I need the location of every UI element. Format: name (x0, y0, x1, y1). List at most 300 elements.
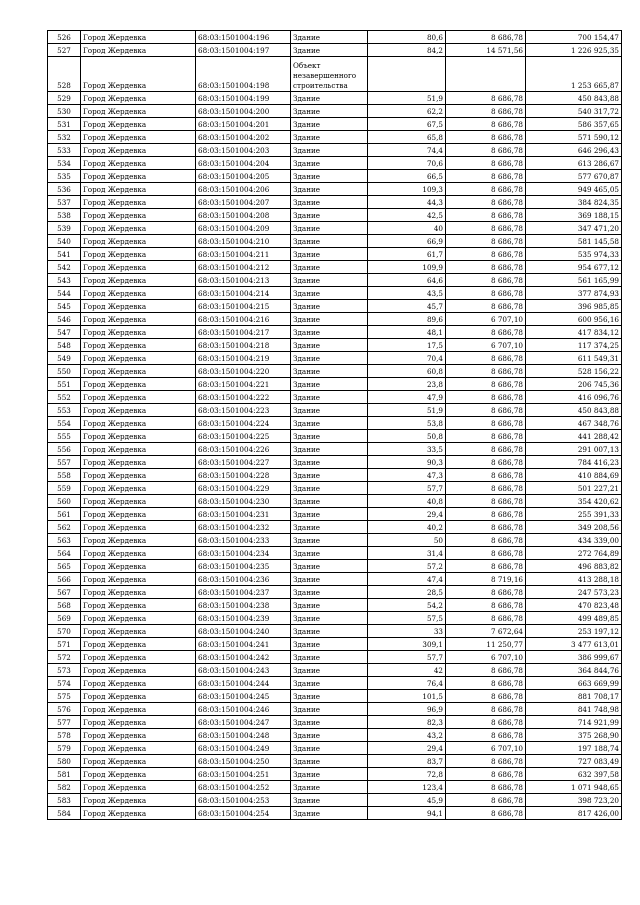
cadastral-number-cell: 68:03:1501004:203 (196, 144, 291, 157)
unit-cadastral-value-cell: 8 686,78 (446, 209, 526, 222)
object-type-cell: Здание (291, 391, 368, 404)
area-cell: 47,3 (368, 469, 446, 482)
area-cell: 123,4 (368, 781, 446, 794)
unit-cadastral-value-cell: 8 686,78 (446, 703, 526, 716)
area-cell: 42,5 (368, 209, 446, 222)
row-number-cell: 546 (48, 313, 81, 326)
cadastral-value-cell: 3 477 613,01 (526, 638, 622, 651)
row-number-cell: 539 (48, 222, 81, 235)
cadastral-number-cell: 68:03:1501004:246 (196, 703, 291, 716)
unit-cadastral-value-cell: 8 686,78 (446, 599, 526, 612)
row-number-cell: 562 (48, 521, 81, 534)
row-number-cell: 563 (48, 534, 81, 547)
cadastral-value-cell: 540 317,72 (526, 105, 622, 118)
unit-cadastral-value-cell: 8 686,78 (446, 235, 526, 248)
object-type-cell: Здание (291, 196, 368, 209)
cadastral-number-cell: 68:03:1501004:243 (196, 664, 291, 677)
locality-cell: Город Жердевка (81, 222, 196, 235)
area-cell: 80,6 (368, 31, 446, 44)
locality-cell: Город Жердевка (81, 573, 196, 586)
cadastral-number-cell: 68:03:1501004:202 (196, 131, 291, 144)
cadastral-number-cell: 68:03:1501004:196 (196, 31, 291, 44)
unit-cadastral-value-cell: 6 707,10 (446, 651, 526, 664)
unit-cadastral-value-cell: 8 686,78 (446, 443, 526, 456)
area-cell: 51,9 (368, 92, 446, 105)
object-type-cell: Здание (291, 534, 368, 547)
table-row (48, 248, 622, 261)
area-cell: 309,1 (368, 638, 446, 651)
row-number-cell: 549 (48, 352, 81, 365)
cadastral-value-cell: 253 197,12 (526, 625, 622, 638)
area-cell: 101,5 (368, 690, 446, 703)
table-row (48, 482, 622, 495)
unit-cadastral-value-cell: 6 707,10 (446, 742, 526, 755)
cadastral-number-cell: 68:03:1501004:210 (196, 235, 291, 248)
table-row (48, 183, 622, 196)
locality-cell: Город Жердевка (81, 534, 196, 547)
table-row (48, 313, 622, 326)
object-type-cell: Здание (291, 235, 368, 248)
table-row (48, 625, 622, 638)
cadastral-number-cell: 68:03:1501004:206 (196, 183, 291, 196)
object-type-cell: Здание (291, 352, 368, 365)
area-cell: 74,4 (368, 144, 446, 157)
table-row (48, 391, 622, 404)
row-number-cell: 569 (48, 612, 81, 625)
unit-cadastral-value-cell: 8 686,78 (446, 612, 526, 625)
unit-cadastral-value-cell: 6 707,10 (446, 339, 526, 352)
locality-cell: Город Жердевка (81, 703, 196, 716)
object-type-cell: Здание (291, 300, 368, 313)
table-row (48, 456, 622, 469)
locality-cell: Город Жердевка (81, 690, 196, 703)
cadastral-number-cell: 68:03:1501004:247 (196, 716, 291, 729)
area-cell: 54,2 (368, 599, 446, 612)
table-row (48, 664, 622, 677)
row-number-cell: 572 (48, 651, 81, 664)
object-type-cell: Здание (291, 378, 368, 391)
unit-cadastral-value-cell: 8 686,78 (446, 118, 526, 131)
table-row (48, 196, 622, 209)
row-number-cell: 551 (48, 378, 81, 391)
cadastral-number-cell: 68:03:1501004:235 (196, 560, 291, 573)
table-row (48, 404, 622, 417)
area-cell: 65,8 (368, 131, 446, 144)
table-row (48, 755, 622, 768)
area-cell: 47,4 (368, 573, 446, 586)
cadastral-number-cell: 68:03:1501004:242 (196, 651, 291, 664)
table-row (48, 651, 622, 664)
cadastral-value-cell: 384 824,35 (526, 196, 622, 209)
object-type-cell: Здание (291, 625, 368, 638)
unit-cadastral-value-cell: 8 686,78 (446, 404, 526, 417)
area-cell: 67,5 (368, 118, 446, 131)
row-number-cell: 531 (48, 118, 81, 131)
cadastral-number-cell: 68:03:1501004:238 (196, 599, 291, 612)
table-row (48, 560, 622, 573)
area-cell: 96,9 (368, 703, 446, 716)
locality-cell: Город Жердевка (81, 612, 196, 625)
object-type-cell: Здание (291, 131, 368, 144)
area-cell: 29,4 (368, 742, 446, 755)
object-type-cell: Здание (291, 339, 368, 352)
row-number-cell: 570 (48, 625, 81, 638)
table-body (48, 31, 622, 820)
cadastral-number-cell: 68:03:1501004:218 (196, 339, 291, 352)
unit-cadastral-value-cell: 8 686,78 (446, 157, 526, 170)
unit-cadastral-value-cell: 8 686,78 (446, 196, 526, 209)
unit-cadastral-value-cell: 8 686,78 (446, 183, 526, 196)
unit-cadastral-value-cell: 8 686,78 (446, 105, 526, 118)
locality-cell: Город Жердевка (81, 638, 196, 651)
object-type-cell: Здание (291, 716, 368, 729)
locality-cell: Город Жердевка (81, 651, 196, 664)
row-number-cell: 576 (48, 703, 81, 716)
row-number-cell: 573 (48, 664, 81, 677)
cadastral-number-cell: 68:03:1501004:225 (196, 430, 291, 443)
table-row (48, 638, 622, 651)
cadastral-value-cell: 206 745,36 (526, 378, 622, 391)
locality-cell: Город Жердевка (81, 391, 196, 404)
table-row (48, 573, 622, 586)
locality-cell: Город Жердевка (81, 57, 196, 92)
object-type-cell: Здание (291, 768, 368, 781)
area-cell: 109,3 (368, 183, 446, 196)
cadastral-number-cell: 68:03:1501004:197 (196, 44, 291, 57)
object-type-cell: Здание (291, 729, 368, 742)
cadastral-number-cell: 68:03:1501004:223 (196, 404, 291, 417)
cadastral-value-cell: 1 253 665,87 (526, 57, 622, 92)
row-number-cell: 553 (48, 404, 81, 417)
unit-cadastral-value-cell: 8 686,78 (446, 326, 526, 339)
row-number-cell: 537 (48, 196, 81, 209)
cadastral-value-cell: 1 071 948,65 (526, 781, 622, 794)
cadastral-number-cell: 68:03:1501004:252 (196, 781, 291, 794)
row-number-cell: 529 (48, 92, 81, 105)
cadastral-value-cell: 291 007,13 (526, 443, 622, 456)
table-row (48, 365, 622, 378)
row-number-cell: 564 (48, 547, 81, 560)
locality-cell: Город Жердевка (81, 469, 196, 482)
area-cell: 70,6 (368, 157, 446, 170)
cadastral-value-cell: 881 708,17 (526, 690, 622, 703)
table-row (48, 326, 622, 339)
area-cell: 66,9 (368, 235, 446, 248)
row-number-cell: 584 (48, 807, 81, 820)
row-number-cell: 582 (48, 781, 81, 794)
unit-cadastral-value-cell: 8 686,78 (446, 131, 526, 144)
cadastral-number-cell: 68:03:1501004:250 (196, 755, 291, 768)
unit-cadastral-value-cell: 8 686,78 (446, 716, 526, 729)
table-row (48, 92, 622, 105)
locality-cell: Город Жердевка (81, 44, 196, 57)
unit-cadastral-value-cell: 8 719,16 (446, 573, 526, 586)
cadastral-value-cell: 632 397,58 (526, 768, 622, 781)
row-number-cell: 575 (48, 690, 81, 703)
unit-cadastral-value-cell: 8 686,78 (446, 677, 526, 690)
cadastral-number-cell: 68:03:1501004:231 (196, 508, 291, 521)
row-number-cell: 556 (48, 443, 81, 456)
locality-cell: Город Жердевка (81, 157, 196, 170)
locality-cell: Город Жердевка (81, 417, 196, 430)
object-type-cell: Здание (291, 326, 368, 339)
object-type-cell: Здание (291, 443, 368, 456)
cadastral-number-cell: 68:03:1501004:229 (196, 482, 291, 495)
cadastral-number-cell: 68:03:1501004:216 (196, 313, 291, 326)
cadastral-value-cell: 581 145,58 (526, 235, 622, 248)
row-number-cell: 580 (48, 755, 81, 768)
object-type-cell: Здание (291, 118, 368, 131)
locality-cell: Город Жердевка (81, 105, 196, 118)
cadastral-value-cell: 1 226 925,35 (526, 44, 622, 57)
row-number-cell: 568 (48, 599, 81, 612)
locality-cell: Город Жердевка (81, 781, 196, 794)
cadastral-number-cell: 68:03:1501004:199 (196, 92, 291, 105)
object-type-cell: Здание (291, 456, 368, 469)
locality-cell: Город Жердевка (81, 599, 196, 612)
cadastral-number-cell: 68:03:1501004:217 (196, 326, 291, 339)
locality-cell: Город Жердевка (81, 31, 196, 44)
cadastral-value-cell: 396 985,85 (526, 300, 622, 313)
table-row (48, 235, 622, 248)
cadastral-number-cell: 68:03:1501004:241 (196, 638, 291, 651)
row-number-cell: 577 (48, 716, 81, 729)
unit-cadastral-value-cell: 8 686,78 (446, 222, 526, 235)
locality-cell: Город Жердевка (81, 131, 196, 144)
cadastral-value-cell: 470 823,48 (526, 599, 622, 612)
unit-cadastral-value-cell: 8 686,78 (446, 690, 526, 703)
unit-cadastral-value-cell (446, 57, 526, 92)
table-row (48, 716, 622, 729)
object-type-cell: Здание (291, 547, 368, 560)
table-row (48, 261, 622, 274)
row-number-cell: 544 (48, 287, 81, 300)
cadastral-value-cell: 646 296,43 (526, 144, 622, 157)
area-cell: 66,5 (368, 170, 446, 183)
unit-cadastral-value-cell: 8 686,78 (446, 807, 526, 820)
table-row (48, 31, 622, 44)
locality-cell: Город Жердевка (81, 235, 196, 248)
row-number-cell: 555 (48, 430, 81, 443)
unit-cadastral-value-cell: 8 686,78 (446, 391, 526, 404)
row-number-cell: 528 (48, 57, 81, 92)
unit-cadastral-value-cell: 8 686,78 (446, 729, 526, 742)
cadastral-value-cell: 349 208,56 (526, 521, 622, 534)
locality-cell: Город Жердевка (81, 716, 196, 729)
area-cell: 40 (368, 222, 446, 235)
area-cell: 64,6 (368, 274, 446, 287)
cadastral-number-cell: 68:03:1501004:213 (196, 274, 291, 287)
object-type-cell: Здание (291, 521, 368, 534)
table-row (48, 534, 622, 547)
cadastral-number-cell: 68:03:1501004:224 (196, 417, 291, 430)
object-type-cell: Здание (291, 677, 368, 690)
cadastral-number-cell: 68:03:1501004:212 (196, 261, 291, 274)
unit-cadastral-value-cell: 8 686,78 (446, 378, 526, 391)
table-row (48, 781, 622, 794)
table-row (48, 599, 622, 612)
unit-cadastral-value-cell: 11 250,77 (446, 638, 526, 651)
cadastral-value-cell: 369 188,15 (526, 209, 622, 222)
locality-cell: Город Жердевка (81, 404, 196, 417)
cadastral-number-cell: 68:03:1501004:207 (196, 196, 291, 209)
cadastral-value-cell: 817 426,00 (526, 807, 622, 820)
cadastral-value-cell: 571 590,12 (526, 131, 622, 144)
area-cell: 57,7 (368, 482, 446, 495)
table-row (48, 677, 622, 690)
cadastral-value-cell: 377 874,93 (526, 287, 622, 300)
table-row (48, 703, 622, 716)
area-cell: 109,9 (368, 261, 446, 274)
cadastral-value-table (47, 30, 622, 820)
locality-cell: Город Жердевка (81, 92, 196, 105)
locality-cell: Город Жердевка (81, 508, 196, 521)
cadastral-value-cell: 528 156,22 (526, 365, 622, 378)
area-cell: 44,3 (368, 196, 446, 209)
object-type-cell: Объект незавершенного строительства (291, 57, 368, 92)
row-number-cell: 552 (48, 391, 81, 404)
row-number-cell: 534 (48, 157, 81, 170)
object-type-cell: Здание (291, 183, 368, 196)
object-type-cell: Здание (291, 599, 368, 612)
cadastral-value-cell: 434 339,00 (526, 534, 622, 547)
cadastral-value-cell: 416 096,76 (526, 391, 622, 404)
area-cell: 40,2 (368, 521, 446, 534)
object-type-cell: Здание (291, 755, 368, 768)
locality-cell: Город Жердевка (81, 183, 196, 196)
area-cell: 82,3 (368, 716, 446, 729)
locality-cell: Город Жердевка (81, 560, 196, 573)
cadastral-number-cell: 68:03:1501004:221 (196, 378, 291, 391)
area-cell: 17,5 (368, 339, 446, 352)
unit-cadastral-value-cell: 8 686,78 (446, 469, 526, 482)
unit-cadastral-value-cell: 8 686,78 (446, 365, 526, 378)
cadastral-number-cell: 68:03:1501004:249 (196, 742, 291, 755)
object-type-cell: Здание (291, 430, 368, 443)
row-number-cell: 533 (48, 144, 81, 157)
area-cell: 84,2 (368, 44, 446, 57)
cadastral-number-cell: 68:03:1501004:209 (196, 222, 291, 235)
row-number-cell: 543 (48, 274, 81, 287)
object-type-cell: Здание (291, 248, 368, 261)
cadastral-value-cell: 467 348,76 (526, 417, 622, 430)
cadastral-value-cell: 535 974,33 (526, 248, 622, 261)
object-type-cell: Здание (291, 404, 368, 417)
unit-cadastral-value-cell: 8 686,78 (446, 560, 526, 573)
cadastral-value-cell: 727 083,49 (526, 755, 622, 768)
cadastral-number-cell: 68:03:1501004:248 (196, 729, 291, 742)
row-number-cell: 578 (48, 729, 81, 742)
object-type-cell: Здание (291, 287, 368, 300)
object-type-cell: Здание (291, 586, 368, 599)
object-type-cell: Здание (291, 44, 368, 57)
table-row (48, 521, 622, 534)
area-cell: 57,2 (368, 560, 446, 573)
table-row (48, 157, 622, 170)
unit-cadastral-value-cell: 8 686,78 (446, 430, 526, 443)
table-row (48, 443, 622, 456)
cadastral-value-cell: 386 999,67 (526, 651, 622, 664)
area-cell: 42 (368, 664, 446, 677)
cadastral-number-cell: 68:03:1501004:198 (196, 57, 291, 92)
locality-cell: Город Жердевка (81, 274, 196, 287)
locality-cell: Город Жердевка (81, 586, 196, 599)
table-row (48, 287, 622, 300)
table-row (48, 794, 622, 807)
locality-cell: Город Жердевка (81, 768, 196, 781)
table-row (48, 300, 622, 313)
unit-cadastral-value-cell: 8 686,78 (446, 261, 526, 274)
cadastral-number-cell: 68:03:1501004:244 (196, 677, 291, 690)
cadastral-value-cell: 272 764,89 (526, 547, 622, 560)
object-type-cell: Здание (291, 144, 368, 157)
table-row (48, 690, 622, 703)
unit-cadastral-value-cell: 8 686,78 (446, 781, 526, 794)
object-type-cell: Здание (291, 794, 368, 807)
locality-cell: Город Жердевка (81, 352, 196, 365)
unit-cadastral-value-cell: 8 686,78 (446, 534, 526, 547)
row-number-cell: 542 (48, 261, 81, 274)
cadastral-number-cell: 68:03:1501004:253 (196, 794, 291, 807)
row-number-cell: 565 (48, 560, 81, 573)
table-row (48, 57, 622, 92)
locality-cell: Город Жердевка (81, 378, 196, 391)
area-cell: 31,4 (368, 547, 446, 560)
area-cell: 45,9 (368, 794, 446, 807)
area-cell: 57,5 (368, 612, 446, 625)
row-number-cell: 540 (48, 235, 81, 248)
unit-cadastral-value-cell: 8 686,78 (446, 92, 526, 105)
locality-cell: Город Жердевка (81, 482, 196, 495)
unit-cadastral-value-cell: 8 686,78 (446, 521, 526, 534)
row-number-cell: 571 (48, 638, 81, 651)
table-row (48, 508, 622, 521)
table-row (48, 222, 622, 235)
object-type-cell: Здание (291, 495, 368, 508)
table-row (48, 118, 622, 131)
cadastral-value-cell: 398 723,20 (526, 794, 622, 807)
cadastral-value-cell: 255 391,33 (526, 508, 622, 521)
unit-cadastral-value-cell: 8 686,78 (446, 144, 526, 157)
cadastral-number-cell: 68:03:1501004:239 (196, 612, 291, 625)
unit-cadastral-value-cell: 8 686,78 (446, 274, 526, 287)
unit-cadastral-value-cell: 8 686,78 (446, 482, 526, 495)
cadastral-value-cell: 611 549,31 (526, 352, 622, 365)
locality-cell: Город Жердевка (81, 755, 196, 768)
object-type-cell: Здание (291, 703, 368, 716)
table-row (48, 586, 622, 599)
unit-cadastral-value-cell: 8 686,78 (446, 287, 526, 300)
area-cell: 48,1 (368, 326, 446, 339)
row-number-cell: 559 (48, 482, 81, 495)
cadastral-value-cell: 949 465,05 (526, 183, 622, 196)
cadastral-value-cell: 410 884,69 (526, 469, 622, 482)
cadastral-value-cell: 413 288,18 (526, 573, 622, 586)
row-number-cell: 574 (48, 677, 81, 690)
row-number-cell: 535 (48, 170, 81, 183)
row-number-cell: 561 (48, 508, 81, 521)
cadastral-number-cell: 68:03:1501004:215 (196, 300, 291, 313)
unit-cadastral-value-cell: 8 686,78 (446, 586, 526, 599)
area-cell: 28,5 (368, 586, 446, 599)
object-type-cell: Здание (291, 105, 368, 118)
area-cell: 51,9 (368, 404, 446, 417)
table-row (48, 807, 622, 820)
cadastral-value-cell: 375 268,90 (526, 729, 622, 742)
area-cell: 50 (368, 534, 446, 547)
area-cell: 62,2 (368, 105, 446, 118)
locality-cell: Город Жердевка (81, 521, 196, 534)
